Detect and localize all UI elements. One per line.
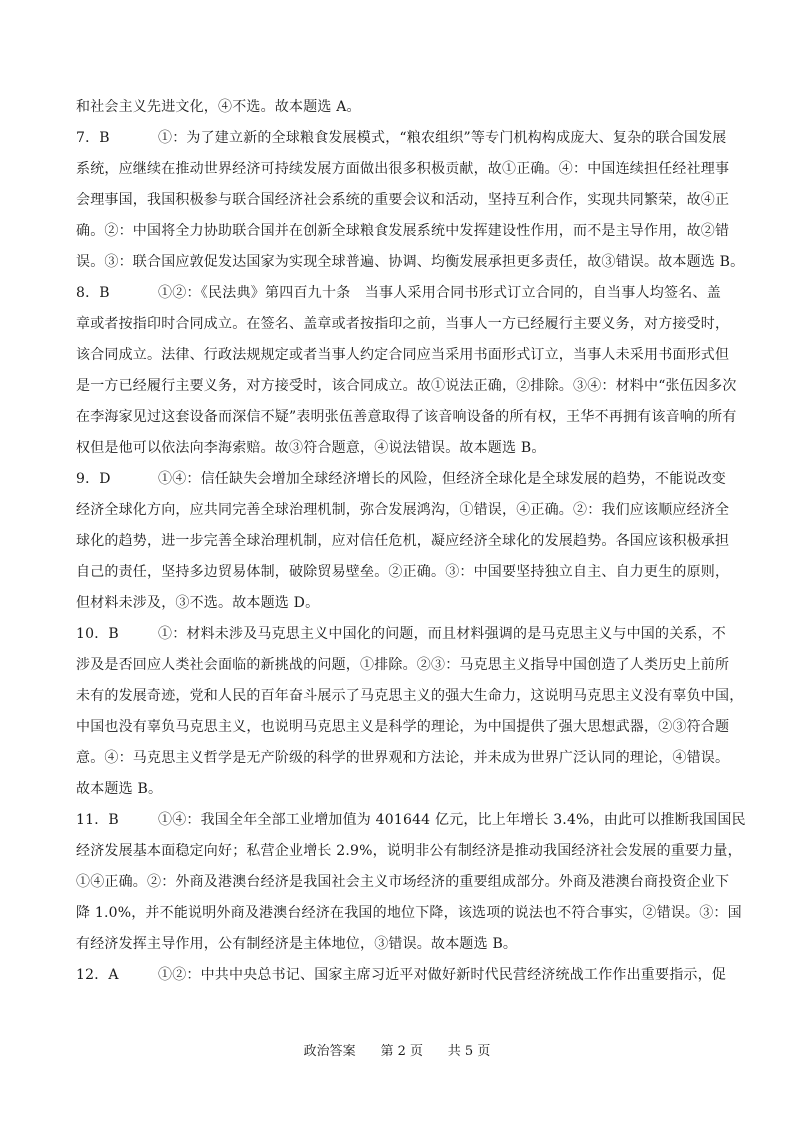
answer-item-7: [76, 128, 745, 272]
footer-total-pages: 共 5 页: [447, 1044, 491, 1059]
item-first-line: ①②：《民法典》第四百九十条 当事人采用合同书形式订立合同的，自当事人均签名、盖: [158, 285, 721, 301]
item-line: 权但是他可以依法向李海索赔。故③符合题意，④说法错误。故本题选 B。: [76, 440, 546, 456]
item-first-line: ①④：信任缺失会增加全球经济增长的风险，但经济全球化是全球发展的趋势，不能说改变: [158, 471, 726, 487]
item-number: 11．B: [76, 812, 119, 828]
footer-subject: 政治答案: [303, 1044, 356, 1059]
item-line: 经济全球化方向，应共同完善全球治理机制，弥合发展鸿沟，①错误，④正确。②：我们应该顺应经济全: [76, 502, 730, 518]
item-number: 12．A: [76, 967, 119, 983]
item-line: 该合同成立。法律、行政法规规定或者当事人约定合同应当采用书面形式订立，当事人未采用书面形式但: [76, 347, 730, 363]
footer-page-number: 第 2 页: [380, 1044, 423, 1059]
item-line: 意。④：马克思主义哲学是无产阶级的科学的世界观和方法论，并未成为世界广泛认同的理论，④错误。: [76, 750, 730, 766]
item-line: 是一方已经履行主要义务，对方接受时，该合同成立。故①说法正确，②排除。③④：材料中“张伍因多次: [76, 378, 737, 394]
item-line: 自己的责任，坚持多边贸易体制，破除贸易壁垒。②正确。③：中国要坚持独立自主、自力更生的原则，: [76, 564, 730, 580]
intro-line: 和社会主义先进文化，④不选。故本题选 A。: [76, 99, 361, 115]
item-number: 7．B: [76, 130, 110, 146]
item-first-line: ①②：中共中央总书记、国家主席习近平对做好新时代民营经济统战工作作出重要指示，促: [158, 967, 726, 983]
item-first-line: ①④：我国全年全部工业增加值为 401644 亿元，比上年增长 3.4%，由此可以推断我国国民: [158, 812, 746, 828]
answer-body: [76, 97, 746, 996]
item-number: 9．D: [76, 471, 111, 487]
item-line: 章或者按指印时合同成立。在签名、盖章或者按指印之前，当事人一方已经履行主要义务，对方接受时，: [76, 316, 730, 332]
page-footer: [0, 1043, 794, 1061]
item-line: 故本题选 B。: [76, 781, 163, 797]
answer-item-9: [76, 469, 730, 613]
item-line: 确。②：中国将全力协助联合国并在创新全球粮食发展系统中发挥建设性作用，而不是主导作用，故②错: [76, 223, 730, 239]
item-line: 中国也没有辜负马克思主义，也说明马克思主义是科学的理论，为中国提供了强大思想武器，②③符合题: [76, 719, 730, 735]
item-line: ①④正确。②：外商及港澳台经济是我国社会主义市场经济的重要组成部分。外商及港澳台商投资企业下: [76, 874, 730, 890]
item-line: 未有的发展奇迹，党和人民的百年奋斗展示了马克思主义的强大生命力，这说明马克思主义没有辜负中国，: [76, 688, 744, 704]
item-line: 有经济发挥主导作用，公有制经济是主体地位，③错误。故本题选 B。: [76, 936, 518, 952]
item-line: 涉及是否回应人类社会面临的新挑战的问题，①排除。②③：马克思主义指导中国创造了人类历史上前所: [76, 657, 730, 673]
answer-item-11: [76, 810, 746, 954]
item-line: 系统，应继续在推动世界经济可持续发展方面做出很多积极贡献，故①正确。④：中国连续担任经社理事: [76, 161, 730, 177]
item-line: 但材料未涉及，③不选。故本题选 D。: [76, 595, 320, 611]
answer-item-8: [76, 283, 737, 458]
answer-item-12: [76, 965, 726, 985]
item-number: 10．B: [76, 626, 119, 642]
item-line: 球化的趋势，进一步完善全球治理机制，应对信任危机，凝应经济全球化的发展趋势。各国应该积极承担: [76, 533, 730, 549]
item-line: 误。③：联合国应敦促发达国家为实现全球普遍、协调、均衡发展承担更多责任，故③错误。故本题选 B。: [76, 254, 745, 270]
item-line: 经济发展基本面稳定向好；私营企业增长 2.9%，说明非公有制经济是推动我国经济社会发展的重要力量，: [76, 843, 742, 859]
item-first-line: ①：为了建立新的全球粮食发展模式，“粮农组织”等专门机构构成庞大、复杂的联合国发展: [158, 130, 727, 146]
item-line: 会理事国，我国积极参与联合国经济社会系统的重要会议和活动，坚持互利合作，实现共同繁荣，故④正: [76, 192, 730, 208]
item-line: 降 1.0%，并不能说明外商及港澳台经济在我国的地位下降，该选项的说法也不符合事实，②错误。③：国: [76, 905, 742, 921]
item-first-line: ①：材料未涉及马克思主义中国化的问题，而且材料强调的是马克思主义与中国的关系，不: [158, 626, 726, 642]
item-line: 在李海家见过这套设备而深信不疑”表明张伍善意取得了该音响设备的所有权，王华不再拥有该音响的所有: [76, 409, 737, 425]
answer-item-10: [76, 624, 744, 799]
item-number: 8．B: [76, 285, 110, 301]
